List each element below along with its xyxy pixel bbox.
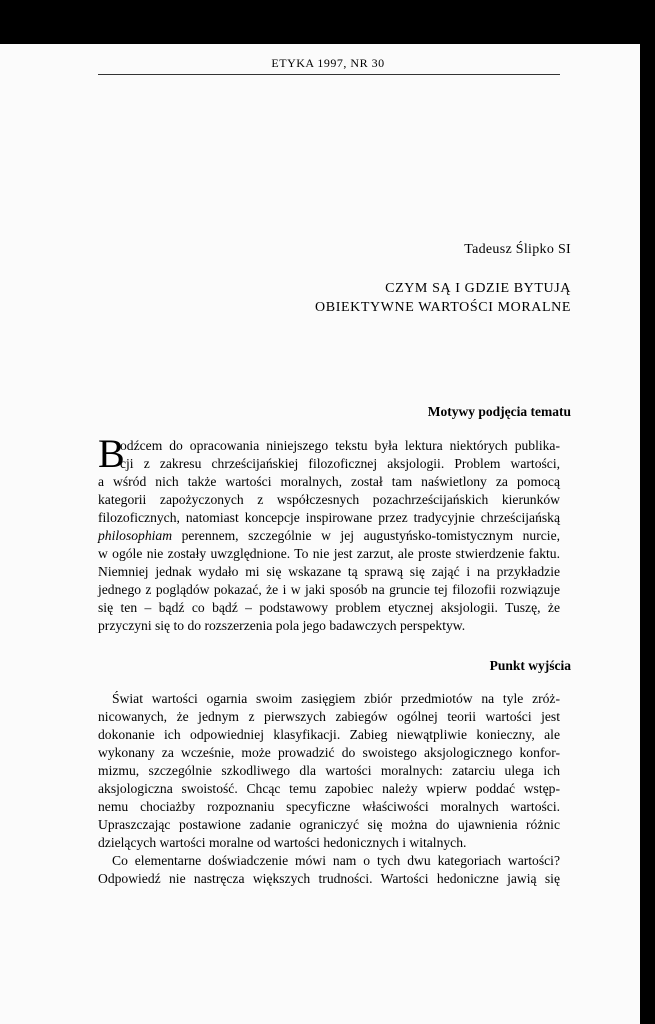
body-line: wykonany za wcześnie, może prowadzić do swoistego aksjologicznego konfor- xyxy=(98,745,560,760)
body-line: się ten – bądź co bądź – podstawowy problem etycznej aksjologii. Tuszę, że xyxy=(98,600,560,615)
body-line: Świat wartości ogarnia swoim zasięgiem zbiór przedmiotów na tyle zróż- xyxy=(112,691,560,706)
article-title xyxy=(315,279,571,317)
section-heading-motywy: Motywy podjęcia tematu xyxy=(427,404,571,419)
body-line: Co elementarne doświadczenie mówi nam o tych dwu kategoriach wartości? xyxy=(112,853,560,868)
body-line: cji z zakresu chrześcijańskiej filozoficznej aksjologii. Problem wartości, xyxy=(120,456,560,471)
section-2-body xyxy=(98,690,560,888)
body-line: przyczyni się to do rozszerzenia pola jego badawczych perspektyw. xyxy=(98,618,466,633)
body-line: odźcem do opracowania niniejszego tekstu była lektura niektórych publika- xyxy=(120,438,560,453)
section-1-body xyxy=(98,437,560,635)
body-line: mizmu, szczególnie szkodliwego dla wartości moralnych: zatarciu ulega ich xyxy=(98,763,560,778)
body-line: w ogóle nie zostały uwzględnione. To nie jest zarzut, ale proste stwierdzenie faktu. xyxy=(98,546,560,561)
header-rule xyxy=(98,74,560,75)
author-name: Tadeusz Ślipko SI xyxy=(464,242,571,257)
drop-cap: B xyxy=(98,431,125,476)
body-line: Niemniej jednak wydało mi się wskazane tą sprawą się zająć i na przykładzie xyxy=(98,564,560,579)
body-line xyxy=(98,527,560,545)
body-line: a wśród nich także wartości moralnych, został tam naświetlony za pomocą xyxy=(98,474,560,489)
body-line-rest: perennem, szczególnie w jej augustyńsko-tomistycznym nurcie, xyxy=(181,528,561,543)
article-title-line-2: OBIEKTYWNE WARTOŚCI MORALNE xyxy=(315,300,571,315)
body-line: filozoficznych, natomiast koncepcje inspirowane przez tradycyjnie chrześcijańską xyxy=(98,510,560,525)
body-line: kategorii zapożyczonych z współczesnych pozachrześcijańskich kierunków xyxy=(98,492,560,507)
italic-term: philosophiam xyxy=(98,528,173,543)
body-line: dzielących wartości moralne od wartości hedonicznych i witalnych. xyxy=(98,835,467,850)
body-line: nemu chociażby rozpoznaniu specyficzne właściwości moralnych wartości. xyxy=(98,799,560,814)
page-right-edge xyxy=(640,44,655,1024)
section-heading-punkt-wyjscia: Punkt wyjścia xyxy=(489,658,571,673)
article-title-line-1: CZYM SĄ I GDZIE BYTUJĄ xyxy=(385,281,571,296)
body-line: Upraszczając postawione zadanie ograniczyć się można do ujawnienia różnic xyxy=(98,817,560,832)
body-line: nicowanych, że jednym z pierwszych zabiegów ogólnej teorii wartości jest xyxy=(98,709,560,724)
body-line: aksjologiczna swoistość. Chcąc temu zapobiec należy wpierw poddać wstęp- xyxy=(98,781,560,796)
body-line: dokonanie ich odpowiedniej klasyfikacji. Zabieg niewątpliwie konieczny, ale xyxy=(98,727,560,742)
body-line: jednego z poglądów pokazać, że i w jaki sposób na gruncie tej filozofii rozwiązuje xyxy=(98,582,560,597)
running-head: ETYKA 1997, NR 30 xyxy=(271,56,385,70)
body-line: Odpowiedź nie nastręcza większych trudności. Wartości hedoniczne jawią się xyxy=(98,871,560,886)
